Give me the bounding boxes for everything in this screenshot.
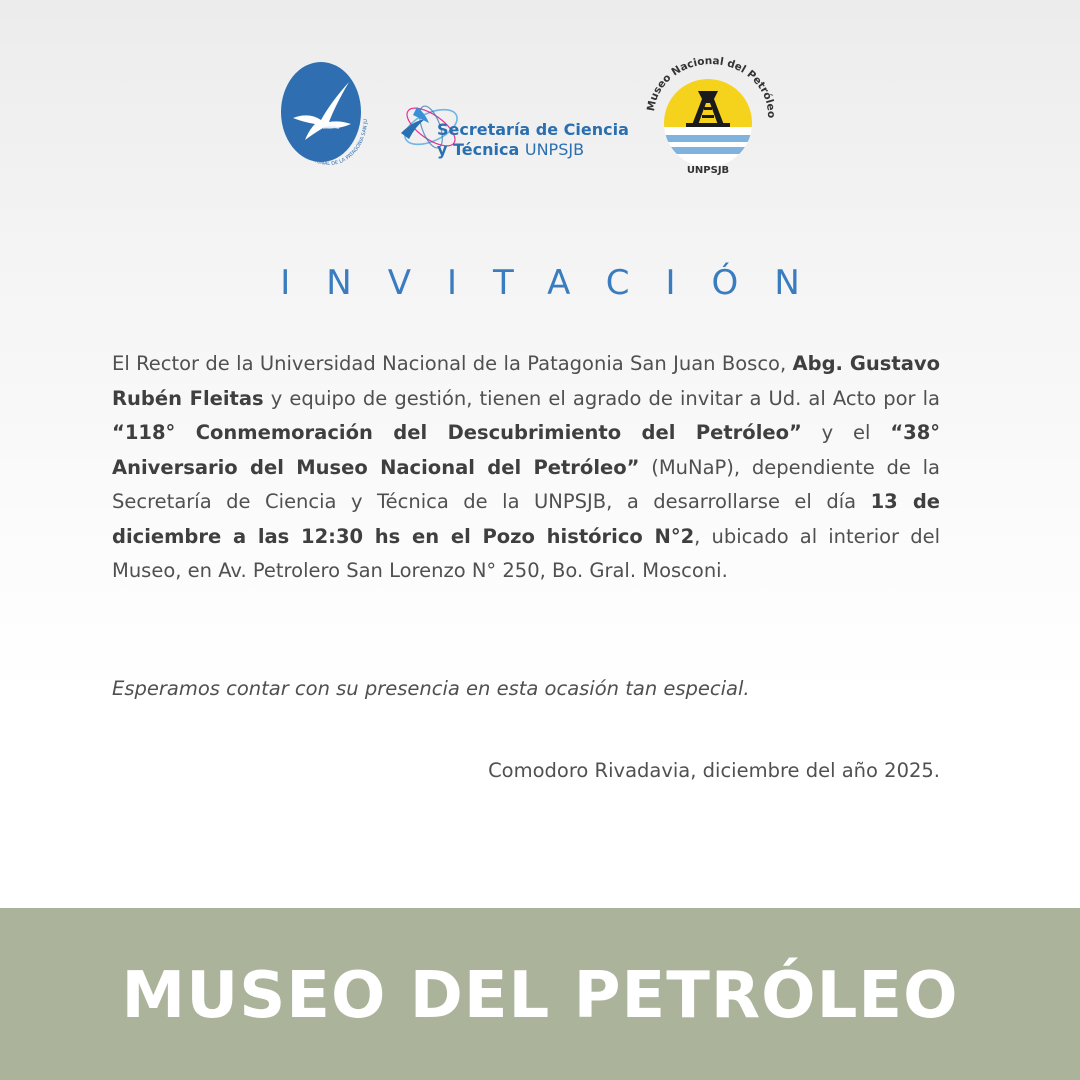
- body-text-3: y el: [821, 421, 871, 444]
- body-text-5: , ubicado al interior del Museo, en Av. Petrolero San Lorenzo N° 250, Bo. Gral. Mosconi.: [112, 524, 940, 582]
- secretaria-logo: [395, 93, 635, 168]
- footer-banner: [0, 908, 1080, 1080]
- oil-derrick-sun-icon: [640, 55, 780, 185]
- closing-line: Esperamos contar con su presencia en esta ocasión tan especial.: [112, 677, 750, 700]
- secretaria-logo-text: [437, 120, 629, 160]
- place-date: Comodoro Rivadavia, diciembre del año 2025.: [488, 759, 940, 782]
- page-title: INVITACIÓN: [280, 263, 836, 303]
- museo-logo: [640, 55, 780, 185]
- body-text-2: y equipo de gestión, tienen el agrado de invitar a Ud. al Acto por la: [270, 386, 940, 410]
- rector-name: Abg. Gustavo Rubén Fleitas: [112, 352, 940, 410]
- secretaria-line2: [437, 140, 629, 160]
- event-date-location: 13 de diciembre a las 12:30 hs en el Pozo histórico N°2: [112, 490, 941, 548]
- museo-bottom-text: UNPSJB: [686, 165, 730, 176]
- secretaria-line2-light: UNPSJB: [524, 140, 585, 159]
- university-logo: [279, 60, 379, 175]
- event-anniversary: “38° Aniversario del Museo Nacional del Petróleo”: [112, 421, 941, 479]
- secretaria-line2-bold: y Técnica: [437, 140, 520, 159]
- museo-arc-text: Museo Nacional del Petróleo: [644, 55, 778, 119]
- university-ring-text: UNIVERSIDAD NACIONAL DE LA PATAGONIA SAN JU: [289, 118, 370, 168]
- event-commemoration: “118° Conmemoración del Descubrimiento del Petróleo”: [112, 421, 802, 444]
- body-text-4: (MuNaP), dependiente de la Secretaría de Ciencia y Técnica de la UNPSJB, a desarrollarse el día: [112, 455, 941, 513]
- albatross-seal-icon: [279, 60, 379, 175]
- secretaria-line1: Secretaría de Ciencia: [437, 120, 629, 139]
- footer-title: MUSEO DEL PETRÓLEO: [121, 959, 959, 1033]
- body-text-1: El Rector de la Universidad Nacional de la Patagonia San Juan Bosco,: [112, 352, 787, 375]
- invitation-body: [112, 347, 940, 589]
- logo-row: [0, 55, 1080, 195]
